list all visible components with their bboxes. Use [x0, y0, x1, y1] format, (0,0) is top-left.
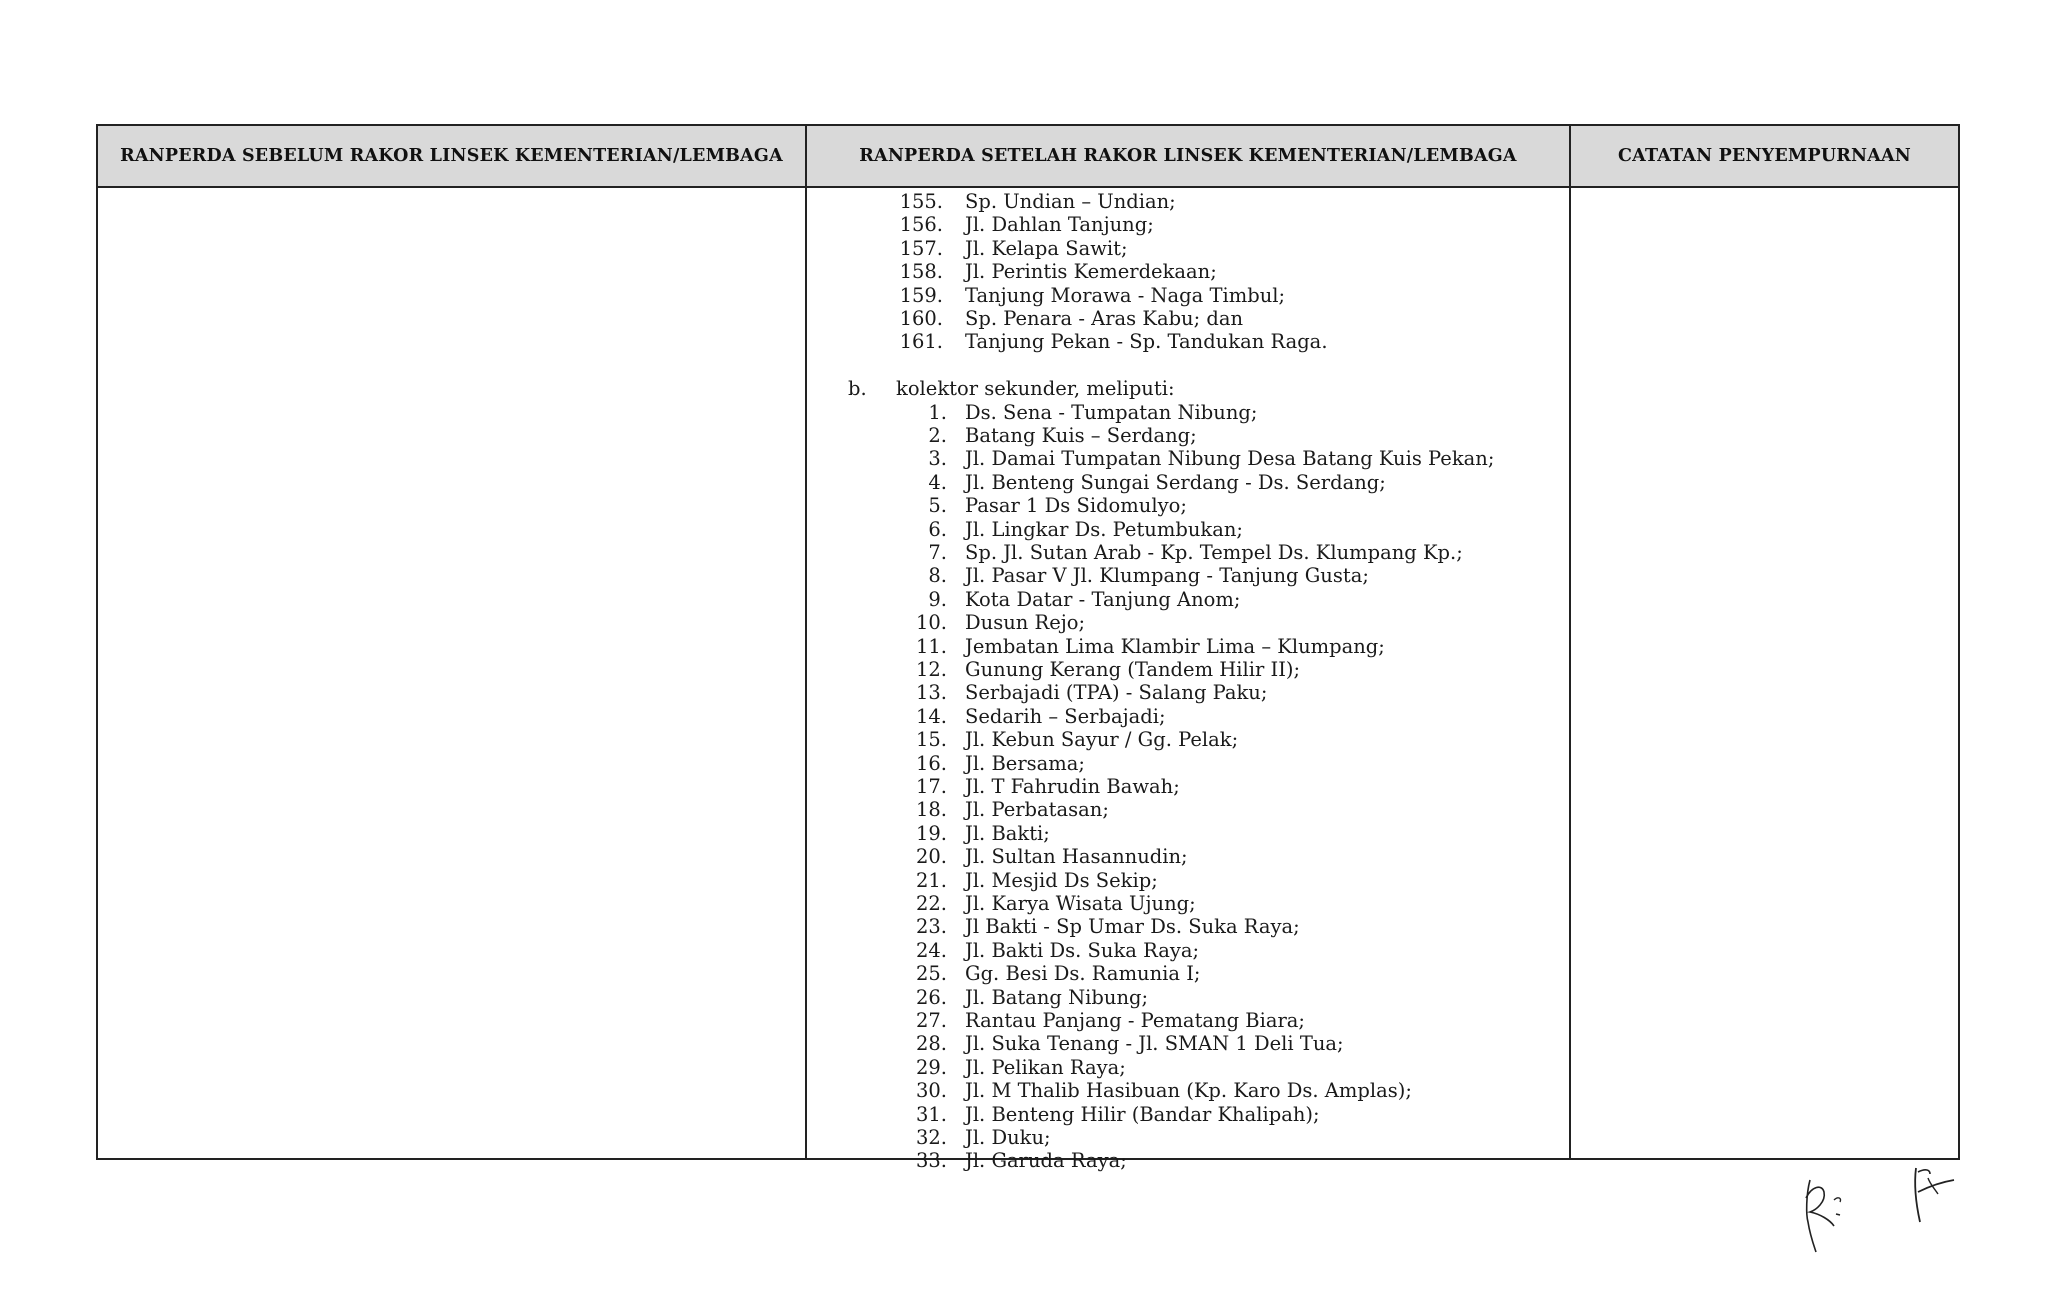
list-item — [807, 1079, 1567, 1102]
signature-initials — [1780, 1160, 1980, 1260]
list-item-number: 29. — [915, 1055, 947, 1079]
list-item-number: 32. — [915, 1126, 947, 1149]
column-divider — [1569, 126, 1571, 1158]
list-item — [807, 986, 1567, 1009]
list-item-text: Serbajadi (TPA) - Salang Paku; — [965, 681, 1268, 705]
comparison-table — [96, 124, 1960, 1173]
list-item-number: 158. — [899, 260, 943, 284]
list-item-number: 31. — [915, 1102, 947, 1126]
list-item — [807, 752, 1567, 775]
list-item — [807, 892, 1567, 915]
list-item — [807, 869, 1567, 892]
list-item-text: Pasar 1 Ds Sidomulyo; — [965, 494, 1187, 518]
list-item-text: Jl. Pasar V Jl. Klumpang - Tanjung Gusta; — [965, 564, 1369, 588]
list-item-number: 13. — [915, 681, 947, 705]
list-item-number: 15. — [915, 728, 947, 752]
list-item-number: 3. — [928, 447, 947, 471]
list-item-text: Jl. Damai Tumpatan Nibung Desa Batang Kuis Pekan; — [965, 447, 1495, 471]
list-item-number: 157. — [899, 236, 943, 260]
list-item-text: Dusun Rejo; — [965, 611, 1086, 635]
list-item-number: 156. — [899, 213, 943, 237]
list-item-text: Jl Bakti - Sp Umar Ds. Suka Raya; — [965, 915, 1300, 939]
list-item-text: Sp. Undian – Undian; — [965, 190, 1176, 213]
list-item-text: Jl. Perbatasan; — [965, 798, 1109, 822]
header-notes: CATATAN PENYEMPURNAAN — [1618, 146, 1911, 166]
list-item-text: Ds. Sena - Tumpatan Nibung; — [965, 400, 1258, 424]
header-before: RANPERDA SEBELUM RAKOR LINSEK KEMENTERIAN/LEMBAGA — [120, 146, 783, 166]
list-item-text: Jl. Suka Tenang - Jl. SMAN 1 Deli Tua; — [965, 1032, 1344, 1056]
list-item — [807, 681, 1567, 704]
list-item — [807, 447, 1567, 470]
list-item-text: Jl. M Thalib Hasibuan (Kp. Karo Ds. Amplas); — [965, 1079, 1412, 1103]
list-item-number: 6. — [928, 517, 947, 541]
list-item — [807, 307, 1567, 330]
list-item-number: 24. — [915, 938, 947, 962]
list-item-number: 9. — [928, 587, 947, 611]
section-title: kolektor sekunder, meliputi: — [896, 377, 1175, 401]
list-item-text: Sedarih – Serbajadi; — [965, 704, 1166, 728]
list-item-text: Jl. Kelapa Sawit; — [965, 236, 1128, 260]
list-item — [807, 658, 1567, 681]
list-item-number: 22. — [915, 892, 947, 915]
list-item-text: Jl. Sultan Hasannudin; — [965, 845, 1188, 869]
list-item-text: Jl. Lingkar Ds. Petumbukan; — [965, 517, 1243, 541]
list-item-number: 19. — [915, 821, 947, 845]
list-item-number: 4. — [928, 470, 947, 494]
list-item-number: 27. — [915, 1009, 947, 1032]
list-item-number: 18. — [915, 798, 947, 822]
list-item — [807, 1126, 1567, 1149]
list-item-text: Sp. Penara - Aras Kabu; dan — [965, 307, 1244, 330]
list-item — [807, 213, 1567, 236]
list-item — [807, 190, 1567, 213]
header-after: RANPERDA SETELAH RAKOR LINSEK KEMENTERIAN/LEMBAGA — [859, 146, 1517, 166]
list-item — [807, 330, 1567, 353]
list-item-text: Gg. Besi Ds. Ramunia I; — [965, 962, 1201, 986]
list-item-text: Batang Kuis – Serdang; — [965, 424, 1197, 447]
list-item-text: Jl. Benteng Hilir (Bandar Khalipah); — [965, 1102, 1320, 1126]
list-item — [807, 518, 1567, 541]
list-item — [807, 588, 1567, 611]
list-item — [807, 424, 1567, 447]
list-item-number: 21. — [915, 868, 947, 892]
list-item-text: Jl. Duku; — [965, 1126, 1051, 1149]
list-item — [807, 845, 1567, 868]
list-item-number: 10. — [915, 611, 947, 635]
list-item-number: 28. — [915, 1032, 947, 1056]
list-item-text: Jl. Benteng Sungai Serdang - Ds. Serdang; — [965, 470, 1386, 494]
list-item-number: 25. — [915, 962, 947, 986]
list-item — [807, 260, 1567, 283]
list-item — [807, 915, 1567, 938]
list-item-text: Rantau Panjang - Pematang Biara; — [965, 1009, 1305, 1032]
list-item-text: Jl. Perintis Kemerdekaan; — [965, 260, 1217, 284]
list-item-text: Jl. Karya Wisata Ujung; — [965, 892, 1196, 915]
list-item-text: Jl. Bakti; — [965, 821, 1050, 845]
list-item-text: Jl. Dahlan Tanjung; — [965, 213, 1154, 237]
list-item-text: Sp. Jl. Sutan Arab - Kp. Tempel Ds. Klumpang Kp.; — [965, 541, 1463, 564]
list-item-number: 33. — [915, 1149, 947, 1173]
list-item-number: 5. — [928, 494, 947, 518]
list-item — [807, 1032, 1567, 1055]
list-item — [807, 798, 1567, 821]
list-item-number: 26. — [915, 985, 947, 1009]
list-item-number: 160. — [899, 307, 943, 330]
list-item-number: 161. — [899, 330, 943, 354]
list-item — [807, 775, 1567, 798]
list-item-number: 16. — [915, 751, 947, 775]
list-item-number: 23. — [915, 915, 947, 939]
list-item — [807, 284, 1567, 307]
list-item-number: 30. — [915, 1079, 947, 1103]
list-item-text: Jl. Kebun Sayur / Gg. Pelak; — [965, 728, 1239, 752]
list-item-number: 1. — [928, 400, 947, 424]
list-item — [807, 728, 1567, 751]
list-item — [807, 705, 1567, 728]
list-item — [807, 494, 1567, 517]
list-item — [807, 564, 1567, 587]
list-item-text: Jl. T Fahrudin Bawah; — [965, 775, 1180, 798]
list-item — [807, 822, 1567, 845]
list-item-text: Jembatan Lima Klambir Lima – Klumpang; — [965, 634, 1385, 658]
table-header — [98, 126, 1958, 188]
list-item — [807, 1149, 1567, 1172]
list-item-text: Tanjung Morawa - Naga Timbul; — [965, 283, 1286, 307]
list-item — [807, 611, 1567, 634]
list-item — [807, 635, 1567, 658]
list-item-text: Gunung Kerang (Tandem Hilir II); — [965, 658, 1301, 681]
list-item-text: Kota Datar - Tanjung Anom; — [965, 587, 1241, 611]
list-item-number: 14. — [915, 704, 947, 728]
list-item-text: Jl. Pelikan Raya; — [965, 1055, 1126, 1079]
list-item-number: 11. — [915, 634, 947, 658]
list-item-number: 2. — [928, 424, 947, 447]
list-item-number: 17. — [915, 775, 947, 798]
after-column-content — [807, 188, 1569, 1173]
list-item — [807, 237, 1567, 260]
list-item-text: Jl. Batang Nibung; — [965, 985, 1149, 1009]
list-item — [807, 1103, 1567, 1126]
list-item — [807, 962, 1567, 985]
list-item-number: 20. — [915, 845, 947, 869]
list-item-text: Jl. Mesjid Ds Sekip; — [965, 868, 1158, 892]
list-item-number: 7. — [928, 541, 947, 564]
list-item-text: Jl. Bersama; — [965, 751, 1085, 775]
list-item-text: Jl. Garuda Raya; — [965, 1149, 1127, 1173]
list-item-number: 155. — [899, 190, 943, 213]
list-item-number: 8. — [928, 564, 947, 588]
list-item-text: Tanjung Pekan - Sp. Tandukan Raga. — [965, 330, 1328, 354]
list-item — [807, 541, 1567, 564]
list-item-number: 12. — [915, 658, 947, 681]
list-item — [807, 1056, 1567, 1079]
list-item-number: 159. — [899, 283, 943, 307]
list-item — [807, 939, 1567, 962]
section-heading — [807, 377, 1567, 400]
list-item — [807, 401, 1567, 424]
list-item — [807, 1009, 1567, 1032]
list-item-text: Jl. Bakti Ds. Suka Raya; — [965, 938, 1200, 962]
list-item — [807, 471, 1567, 494]
section-letter: b. — [848, 377, 867, 401]
